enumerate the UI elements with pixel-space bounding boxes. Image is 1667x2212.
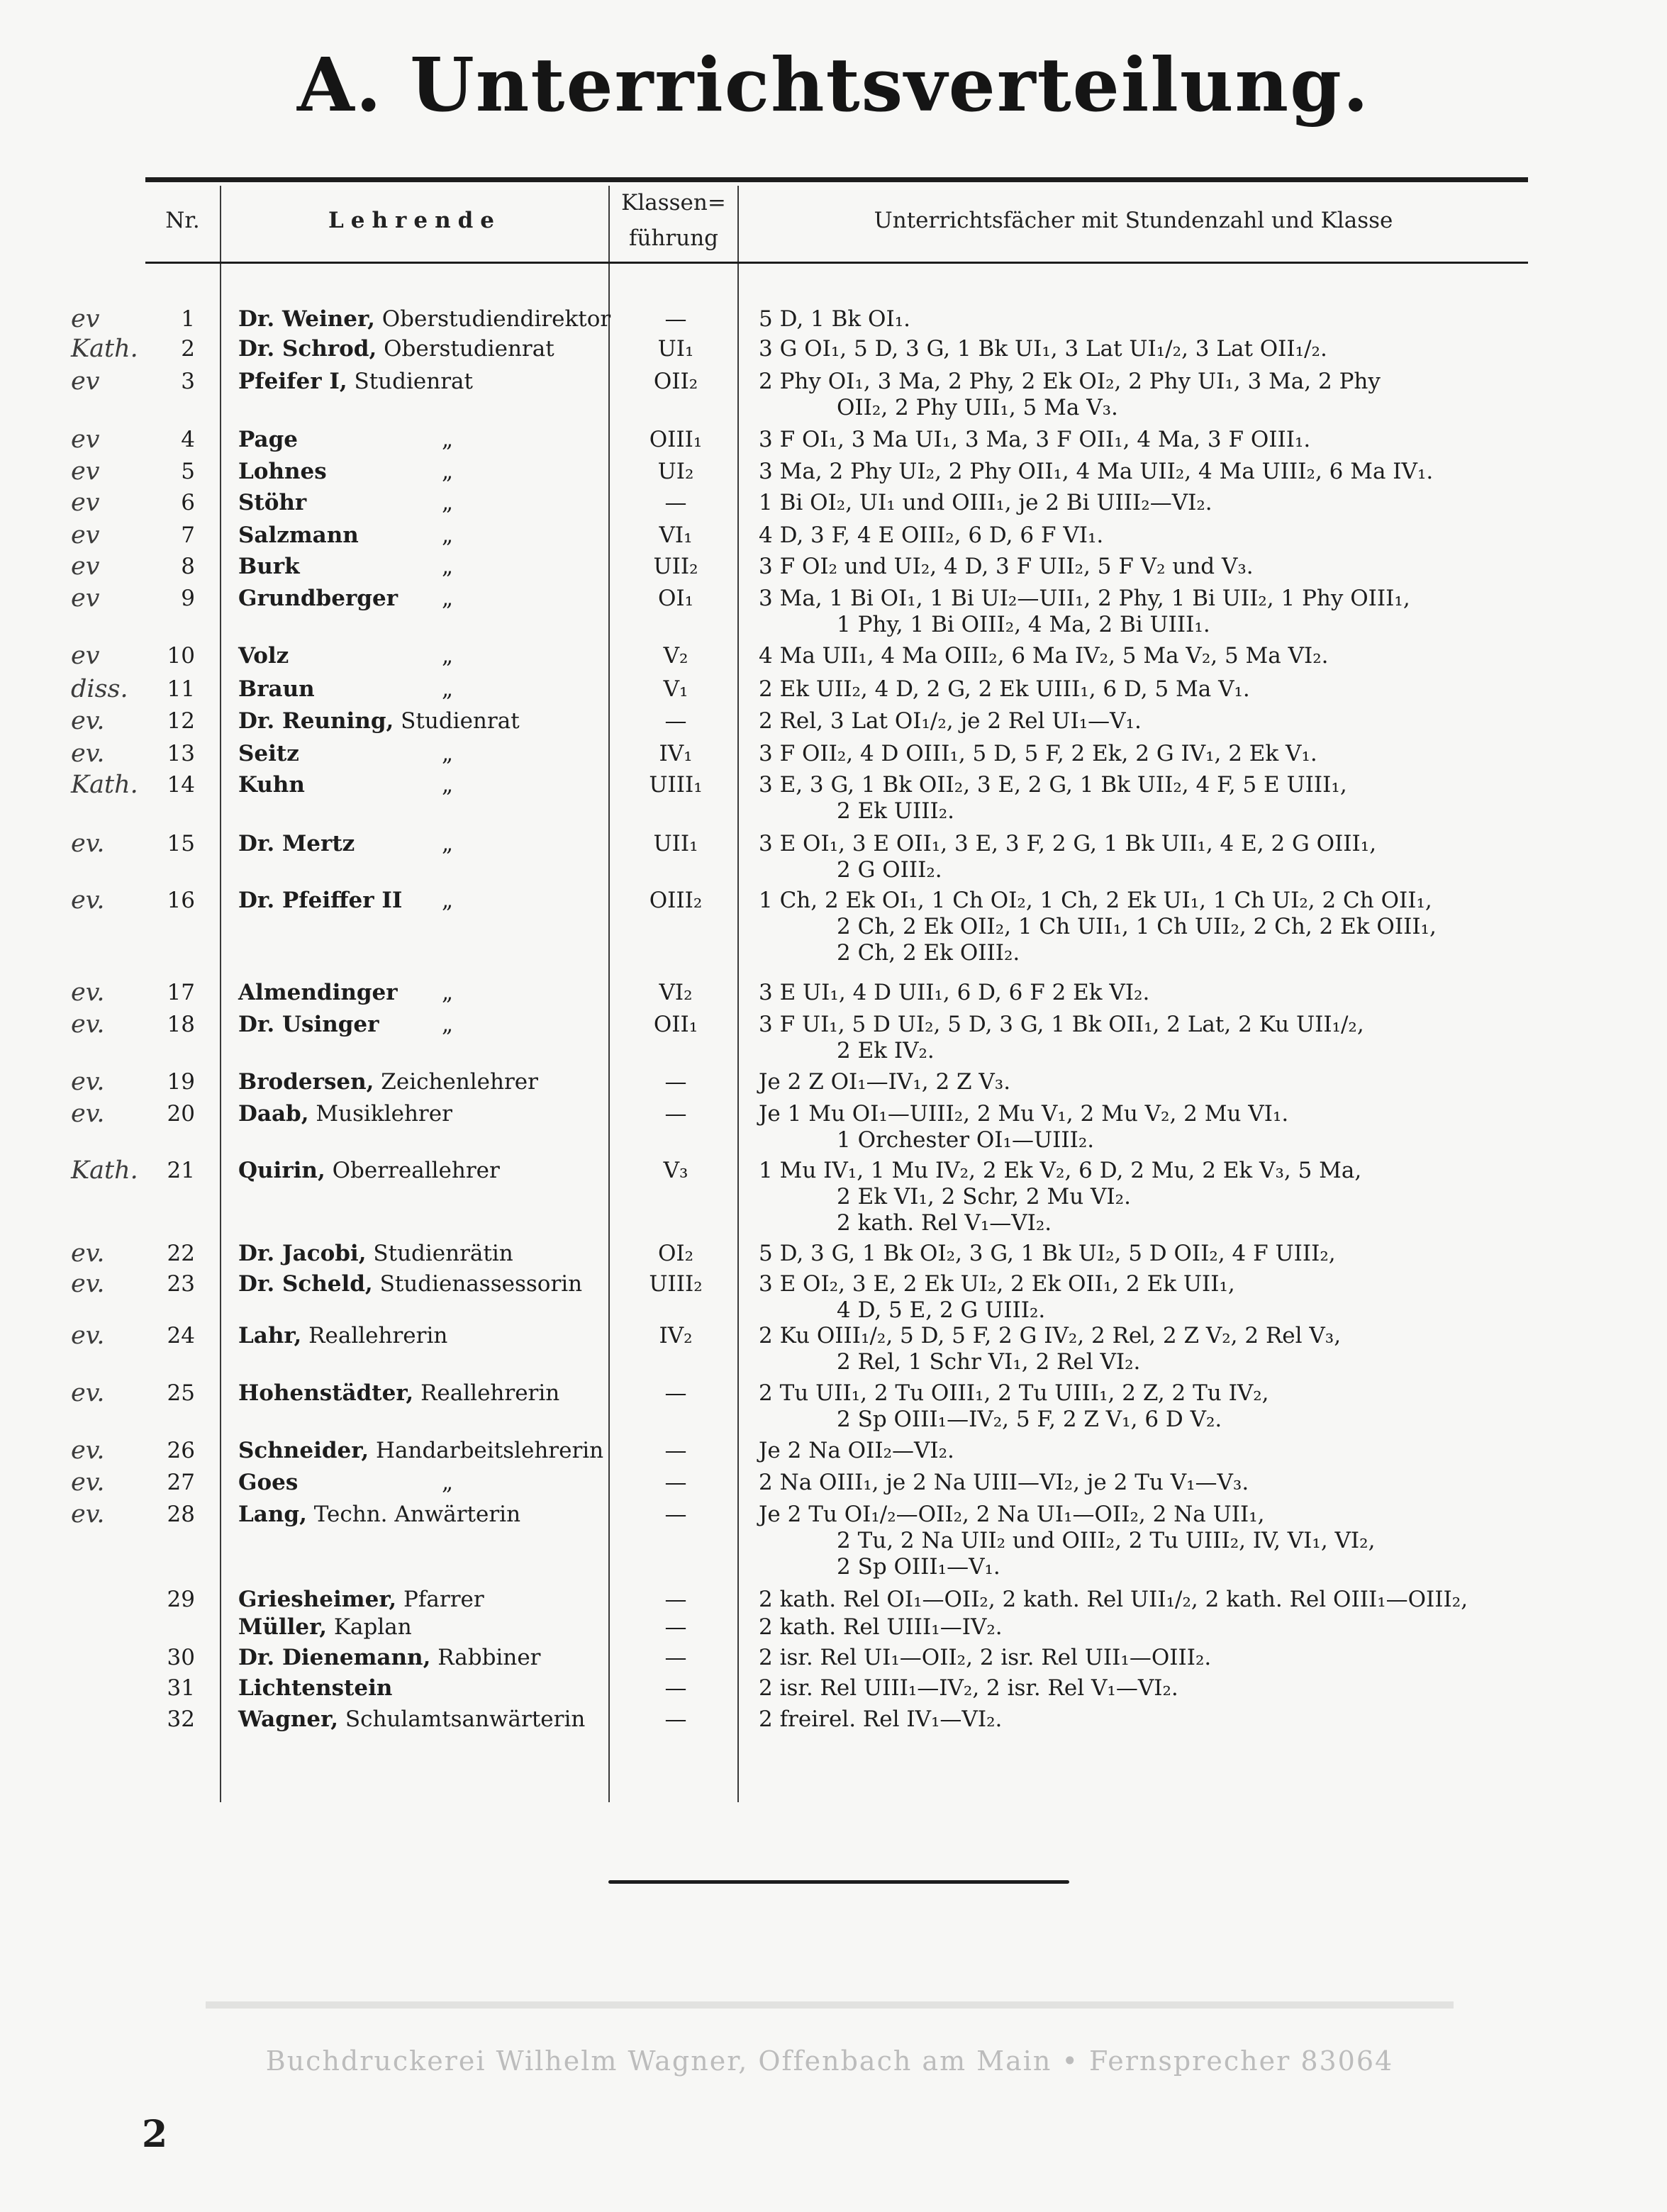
handwritten-note: ev. (71, 978, 105, 1007)
teacher-name: Wagner, (238, 1707, 339, 1732)
subjects-line: 5 D, 3 G, 1 Bk OI₂, 3 G, 1 Bk UI₂, 5 D OII₂, 4 F UIII₂, (759, 1241, 1336, 1266)
ditto-mark: „ (442, 523, 454, 548)
class-leadership: — (664, 1380, 687, 1406)
class-leadership: OII₂ (653, 369, 698, 394)
row-number: 24 (167, 1323, 195, 1348)
header-nr: Nr. (165, 208, 200, 233)
teacher-role: Studienrätin (366, 1241, 513, 1266)
handwritten-note: ev. (71, 1068, 105, 1096)
subjects-line: 2 Rel, 1 Schr VI₁, 2 Rel VI₂. (837, 1349, 1141, 1375)
class-leadership: UIII₁ (649, 772, 703, 798)
row-number: 3 (181, 369, 195, 394)
teacher-name: Brodersen, (238, 1069, 374, 1095)
subjects-cell (759, 1645, 1546, 1671)
subjects-line: 2 Sp OIII₁—V₁. (837, 1554, 1000, 1580)
teacher-name: Salzmann (238, 523, 359, 548)
subjects-line: 2 Ek VI₁, 2 Schr, 2 Mu VI₂. (837, 1184, 1131, 1210)
teacher-name: Dr. Scheld, (238, 1271, 373, 1297)
subjects-line: 1 Mu IV₁, 1 Mu IV₂, 2 Ek V₂, 6 D, 2 Mu, 2 Ek V₃, 5 Ma, (759, 1158, 1362, 1183)
subjects-cell (759, 1587, 1546, 1613)
subjects-line: 1 Orchester OI₁—UIII₂. (837, 1127, 1095, 1153)
subjects-cell (759, 772, 1546, 825)
teacher-name: Goes (238, 1470, 299, 1495)
row-number: 23 (167, 1271, 195, 1297)
teacher-name: Seitz (238, 741, 299, 766)
teacher-cell (238, 554, 596, 580)
teacher-role: Reallehrerin (301, 1323, 448, 1348)
row-number: 13 (167, 741, 195, 766)
teacher-role: Studienrat (347, 369, 473, 394)
subjects-line: 2 Sp OIII₁—IV₂, 5 F, 2 Z V₁, 6 D V₂. (837, 1407, 1222, 1432)
teacher-cell (238, 708, 596, 734)
subjects-line: Je 2 Na OII₂—VI₂. (759, 1438, 954, 1463)
ditto-mark: „ (442, 554, 454, 579)
subjects-line: 1 Phy, 1 Bi OIII₂, 4 Ma, 2 Bi UIII₁. (837, 612, 1210, 637)
handwritten-note: ev. (71, 1270, 105, 1298)
class-leadership: OIII₂ (649, 888, 703, 913)
handwritten-note: ev. (71, 739, 105, 768)
handwritten-note: ev (71, 305, 100, 333)
class-leadership: OIII₁ (649, 427, 703, 452)
teacher-role: Musiklehrer (308, 1101, 452, 1127)
class-leadership: V₂ (663, 643, 688, 669)
subjects-line: 2 kath. Rel UIII₁—IV₂. (759, 1614, 1003, 1640)
teacher-cell (238, 980, 596, 1006)
handwritten-note: ev (71, 521, 100, 549)
handwritten-note: ev (71, 425, 100, 454)
teacher-name: Dr. Weiner, (238, 306, 375, 332)
subjects-line: 2 freirel. Rel IV₁—VI₂. (759, 1707, 1003, 1732)
subjects-line: 4 D, 3 F, 4 E OIII₂, 6 D, 6 F VI₁. (759, 523, 1104, 548)
handwritten-note: ev (71, 642, 100, 670)
subjects-cell (759, 708, 1546, 734)
teacher-cell (238, 1271, 596, 1297)
teacher-name: Burk (238, 554, 300, 579)
teacher-cell (238, 772, 596, 798)
teacher-name: Daab, (238, 1101, 309, 1127)
teacher-name: Dr. Mertz (238, 831, 355, 856)
handwritten-note: ev. (71, 707, 105, 735)
ditto-mark: „ (442, 741, 454, 766)
teacher-cell (238, 831, 596, 857)
subjects-cell (759, 427, 1546, 453)
subjects-line: 3 Ma, 1 Bi OI₁, 1 Bi UI₂—UII₁, 2 Phy, 1 Bi UII₂, 1 Phy OIII₁, (759, 586, 1410, 611)
teacher-cell (238, 1587, 596, 1613)
subjects-cell (759, 586, 1546, 638)
handwritten-note: ev. (71, 830, 105, 858)
class-leadership: — (664, 1502, 687, 1527)
row-number: 19 (167, 1069, 195, 1095)
class-leadership: — (664, 1438, 687, 1463)
class-leadership: VI₂ (659, 980, 693, 1005)
row-number: 28 (167, 1502, 195, 1527)
subjects-cell (759, 459, 1546, 485)
handwritten-note: ev (71, 584, 100, 613)
row-number: 29 (167, 1587, 195, 1612)
teacher-name: Dr. Pfeiffer II (238, 888, 403, 913)
column-divider-klassen (737, 186, 739, 1802)
teacher-name: Stöhr (238, 490, 307, 515)
subjects-line: 2 Ek UIII₂. (837, 798, 954, 824)
teacher-role: Oberstudienrat (377, 336, 554, 362)
subjects-cell (759, 1614, 1546, 1641)
teacher-cell (238, 1158, 596, 1184)
handwritten-note: ev. (71, 1468, 105, 1497)
subjects-line: 3 Ma, 2 Phy UI₂, 2 Phy OII₁, 4 Ma UII₂, 4 Ma UIII₂, 6 Ma IV₁. (759, 459, 1434, 484)
class-leadership: V₃ (663, 1158, 688, 1183)
class-leadership: — (664, 1675, 687, 1701)
teacher-cell (238, 523, 596, 549)
row-number: 26 (167, 1438, 195, 1463)
subjects-cell (759, 741, 1546, 767)
handwritten-note: Kath. (71, 335, 138, 363)
subjects-cell (759, 1323, 1546, 1375)
teacher-name: Lohnes (238, 459, 327, 484)
teacher-role: Oberstudiendirektor (374, 306, 611, 332)
subjects-cell (759, 1158, 1546, 1236)
teacher-name: Griesheimer, (238, 1587, 397, 1612)
header-klassen-line1: Klassen= (621, 190, 726, 216)
row-number: 1 (181, 306, 195, 332)
ditto-mark: „ (442, 643, 454, 669)
teacher-role: Oberreallehrer (325, 1158, 500, 1183)
teacher-cell (238, 676, 596, 703)
class-leadership: V₁ (663, 676, 688, 702)
subjects-cell (759, 1675, 1546, 1702)
subjects-cell (759, 676, 1546, 703)
row-number: 10 (167, 643, 195, 669)
teacher-name: Dr. Schrod, (238, 336, 377, 362)
subjects-cell (759, 1380, 1546, 1433)
teacher-cell (238, 306, 611, 333)
class-leadership: UII₂ (653, 554, 698, 579)
subjects-line: 2 Ek UII₂, 4 D, 2 G, 2 Ek UIII₁, 6 D, 5 Ma V₁. (759, 676, 1250, 702)
teacher-cell (238, 1101, 596, 1127)
teacher-name: Quirin, (238, 1158, 325, 1183)
teacher-cell (238, 586, 596, 612)
row-number: 31 (167, 1675, 195, 1701)
subjects-line: 2 Ku OIII₁/₂, 5 D, 5 F, 2 G IV₂, 2 Rel, 2 Z V₂, 2 Rel V₃, (759, 1323, 1342, 1348)
subjects-line: 3 E OI₁, 3 E OII₁, 3 E, 3 F, 2 G, 1 Bk UII₁, 4 E, 2 G OIII₁, (759, 831, 1377, 856)
subjects-line: Je 2 Tu OI₁/₂—OII₂, 2 Na UI₁—OII₂, 2 Na UII₁, (759, 1502, 1265, 1527)
teacher-role: Schulamtsanwärterin (338, 1707, 586, 1732)
teacher-name: Braun (238, 676, 315, 702)
teacher-role: Studienrat (394, 708, 520, 734)
teacher-role: Zeichenlehrer (374, 1069, 538, 1095)
handwritten-note: ev (71, 552, 100, 581)
teacher-cell (238, 490, 596, 516)
subjects-line: 3 F OI₁, 3 Ma UI₁, 3 Ma, 3 F OII₁, 4 Ma, 3 F OIII₁. (759, 427, 1311, 452)
row-number: 4 (181, 427, 195, 452)
subjects-line: 2 isr. Rel UI₁—OII₂, 2 isr. Rel UII₁—OIII₂. (759, 1645, 1212, 1670)
class-leadership: — (664, 1614, 687, 1640)
handwritten-note: ev. (71, 886, 105, 915)
printer-line-band (206, 2001, 1454, 2009)
class-leadership: IV₂ (659, 1323, 693, 1348)
subjects-line: 1 Ch, 2 Ek OI₁, 1 Ch OI₂, 1 Ch, 2 Ek UI₁, 1 Ch UI₂, 2 Ch OII₁, (759, 888, 1432, 913)
subjects-line: 3 F OI₂ und UI₂, 4 D, 3 F UII₂, 5 F V₂ und V₃. (759, 554, 1254, 579)
subjects-line: 2 Rel, 3 Lat OI₁/₂, je 2 Rel UI₁—V₁. (759, 708, 1142, 734)
row-number: 21 (167, 1158, 195, 1183)
subjects-cell (759, 1101, 1546, 1154)
class-leadership: VI₁ (659, 523, 693, 548)
subjects-line: 4 D, 5 E, 2 G UIII₂. (837, 1297, 1046, 1323)
teacher-name: Grundberger (238, 586, 398, 611)
subjects-line: 3 G OI₁, 5 D, 3 G, 1 Bk UI₁, 3 Lat UI₁/₂, 3 Lat OII₁/₂. (759, 336, 1327, 362)
teacher-cell (238, 1614, 596, 1641)
subjects-cell (759, 1271, 1546, 1324)
teacher-cell (238, 1438, 604, 1464)
subjects-line: 2 isr. Rel UIII₁—IV₂, 2 isr. Rel V₁—VI₂. (759, 1675, 1178, 1701)
teacher-cell (238, 1502, 596, 1528)
class-leadership: — (664, 1587, 687, 1612)
handwritten-note: ev. (71, 1500, 105, 1529)
subjects-line: 2 Na OIII₁, je 2 Na UIII—VI₂, je 2 Tu V₁—V₃. (759, 1470, 1249, 1495)
page-title: A. Unterrichtsverteilung. (296, 41, 1370, 128)
subjects-cell (759, 1438, 1546, 1464)
printer-line: Buchdruckerei Wilhelm Wagner, Offenbach am Main • Fernsprecher 83064 (265, 2045, 1394, 2077)
table-header-rule (145, 262, 1528, 264)
teacher-name: Page (238, 427, 298, 452)
row-number: 15 (167, 831, 195, 856)
teacher-role: Techn. Anwärterin (306, 1502, 521, 1527)
handwritten-note: Kath. (71, 771, 138, 799)
subjects-line: 2 Ch, 2 Ek OII₂, 1 Ch UII₁, 1 Ch UII₂, 2 Ch, 2 Ek OIII₁, (837, 914, 1437, 939)
teacher-name: Volz (238, 643, 289, 669)
subjects-cell (759, 1012, 1546, 1064)
subjects-line: 2 Ch, 2 Ek OIII₂. (837, 940, 1020, 966)
ditto-mark: „ (442, 888, 454, 913)
ditto-mark: „ (442, 459, 454, 484)
ditto-mark: „ (442, 676, 454, 702)
teacher-cell (238, 336, 596, 362)
row-number: 22 (167, 1241, 195, 1266)
class-leadership: OII₁ (653, 1012, 698, 1037)
handwritten-note: ev. (71, 1239, 105, 1268)
handwritten-note: ev (71, 367, 100, 396)
subjects-line: 3 F OII₂, 4 D OIII₁, 5 D, 5 F, 2 Ek, 2 G IV₁, 2 Ek V₁. (759, 741, 1317, 766)
handwritten-note: ev. (71, 1379, 105, 1407)
teacher-name: Schneider, (238, 1438, 369, 1463)
class-leadership: OI₁ (657, 586, 694, 611)
teacher-name: Dr. Usinger (238, 1012, 379, 1037)
header-klassen-line2: führung (629, 225, 718, 251)
handwritten-note: Kath. (71, 1156, 138, 1185)
subjects-line: 2 Phy OI₁, 3 Ma, 2 Phy, 2 Ek OI₂, 2 Phy UI₁, 3 Ma, 2 Phy (759, 369, 1381, 394)
teacher-name: Lang, (238, 1502, 307, 1527)
row-number: 12 (167, 708, 195, 734)
subjects-cell (759, 523, 1546, 549)
teacher-name: Lichtenstein (238, 1675, 393, 1701)
row-number: 6 (181, 490, 195, 515)
row-number: 20 (167, 1101, 195, 1127)
class-leadership: — (664, 1101, 687, 1127)
handwritten-note: ev. (71, 1100, 105, 1128)
subjects-cell (759, 1707, 1546, 1733)
subjects-cell (759, 1241, 1546, 1267)
class-leadership: UII₁ (653, 831, 698, 856)
ditto-mark: „ (442, 490, 454, 515)
page-number: 2 (142, 2113, 168, 2156)
row-number: 18 (167, 1012, 195, 1037)
row-number: 30 (167, 1645, 195, 1670)
class-leadership: UIII₂ (649, 1271, 703, 1297)
teacher-cell (238, 1380, 596, 1407)
ditto-mark: „ (442, 1470, 454, 1495)
teacher-cell (238, 888, 596, 914)
subjects-line: 2 G OIII₂. (837, 857, 942, 883)
teacher-role: Kaplan (327, 1614, 412, 1640)
teacher-name: Pfeifer I, (238, 369, 347, 394)
subjects-line: 3 F UI₁, 5 D UI₂, 5 D, 3 G, 1 Bk OII₁, 2 Lat, 2 Ku UII₁/₂, (759, 1012, 1364, 1037)
teacher-name: Hohenstädter, (238, 1380, 414, 1406)
subjects-cell (759, 306, 1546, 333)
teacher-name: Lahr, (238, 1323, 302, 1348)
teacher-cell (238, 427, 596, 453)
handwritten-note: ev. (71, 1010, 105, 1039)
header-lehrende: Lehrende (328, 208, 502, 233)
subjects-cell (759, 490, 1546, 516)
subjects-line: 3 E UI₁, 4 D UII₁, 6 D, 6 F 2 Ek VI₂. (759, 980, 1150, 1005)
handwritten-note: ev. (71, 1322, 105, 1350)
ditto-mark: „ (442, 586, 454, 611)
subjects-cell (759, 336, 1546, 362)
subjects-cell (759, 1502, 1546, 1580)
teacher-name: Kuhn (238, 772, 305, 798)
header-faecher: Unterrichtsfächer mit Stundenzahl und Klasse (874, 208, 1393, 233)
ditto-mark: „ (442, 772, 454, 798)
row-number: 32 (167, 1707, 195, 1732)
teacher-name: Almendinger (238, 980, 398, 1005)
teacher-role: Pfarrer (396, 1587, 484, 1612)
subjects-cell (759, 980, 1546, 1006)
subjects-line: 3 E, 3 G, 1 Bk OII₂, 3 E, 2 G, 1 Bk UII₂, 4 F, 5 E UIII₁, (759, 772, 1347, 798)
teacher-cell (238, 643, 596, 669)
row-number: 5 (181, 459, 195, 484)
row-number: 9 (181, 586, 195, 611)
subjects-cell (759, 369, 1546, 421)
row-number: 14 (167, 772, 195, 798)
class-leadership: — (664, 1645, 687, 1670)
teacher-cell (238, 741, 596, 767)
row-number: 27 (167, 1470, 195, 1495)
subjects-cell (759, 554, 1546, 580)
teacher-cell (238, 1241, 596, 1267)
subjects-line: 2 Tu, 2 Na UII₂ und OIII₂, 2 Tu UIII₂, IV, VI₁, VI₂, (837, 1528, 1376, 1553)
subjects-line: 5 D, 1 Bk OI₁. (759, 306, 910, 332)
row-number: 11 (167, 676, 195, 702)
teacher-cell (238, 1323, 596, 1349)
class-leadership: UI₂ (657, 459, 694, 484)
subjects-line: 2 kath. Rel OI₁—OII₂, 2 kath. Rel UII₁/₂, 2 kath. Rel OIII₁—OIII₂, (759, 1587, 1468, 1612)
subjects-line: OII₂, 2 Phy UII₁, 5 Ma V₃. (837, 395, 1118, 420)
class-leadership: — (664, 1707, 687, 1732)
teacher-cell (238, 1069, 596, 1095)
teacher-cell (238, 1470, 596, 1496)
teacher-cell (238, 459, 596, 485)
class-leadership: — (664, 1069, 687, 1095)
ditto-mark: „ (442, 427, 454, 452)
teacher-cell (238, 1012, 596, 1038)
class-leadership: — (664, 306, 687, 332)
subjects-cell (759, 1069, 1546, 1095)
class-leadership: OI₂ (657, 1241, 694, 1266)
ditto-mark: „ (442, 980, 454, 1005)
row-number: 2 (181, 336, 195, 362)
row-number: 17 (167, 980, 195, 1005)
subjects-cell (759, 831, 1546, 883)
row-number: 8 (181, 554, 195, 579)
class-leadership: UI₁ (657, 336, 694, 362)
subjects-cell (759, 888, 1546, 966)
teacher-name: Dr. Jacobi, (238, 1241, 367, 1266)
teacher-role: Handarbeitslehrerin (369, 1438, 604, 1463)
class-leadership: — (664, 708, 687, 734)
subjects-line: 1 Bi OI₂, UI₁ und OIII₁, je 2 Bi UIII₂—VI₂. (759, 490, 1212, 515)
row-number: 16 (167, 888, 195, 913)
ditto-mark: „ (442, 1012, 454, 1037)
subjects-line: 2 Tu UII₁, 2 Tu OIII₁, 2 Tu UIII₁, 2 Z, 2 Tu IV₂, (759, 1380, 1269, 1406)
class-leadership: — (664, 1470, 687, 1495)
row-number: 7 (181, 523, 195, 548)
teacher-cell (238, 1707, 596, 1733)
row-number: 25 (167, 1380, 195, 1406)
subjects-cell (759, 1470, 1546, 1496)
column-divider-nr (220, 186, 221, 1802)
handwritten-note: ev (71, 457, 100, 486)
teacher-name: Dr. Dienemann, (238, 1645, 431, 1670)
teacher-name: Müller, (238, 1614, 327, 1640)
teacher-cell (238, 1675, 596, 1702)
subjects-line: 2 Ek IV₂. (837, 1038, 935, 1063)
table-top-rule (145, 177, 1528, 182)
subjects-cell (759, 643, 1546, 669)
subjects-line: Je 2 Z OI₁—IV₁, 2 Z V₃. (759, 1069, 1011, 1095)
class-leadership: IV₁ (659, 741, 693, 766)
teacher-role: Reallehrerin (413, 1380, 560, 1406)
handwritten-note: ev (71, 488, 100, 517)
bottom-ornament-rule (608, 1880, 1069, 1884)
handwritten-note: diss. (71, 675, 128, 703)
subjects-line: 4 Ma UII₁, 4 Ma OIII₂, 6 Ma IV₂, 5 Ma V₂, 5 Ma VI₂. (759, 643, 1329, 669)
class-leadership: — (664, 490, 687, 515)
teacher-role: Studienassessorin (372, 1271, 583, 1297)
ditto-mark: „ (442, 831, 454, 856)
handwritten-note: ev. (71, 1436, 105, 1465)
teacher-name: Dr. Reuning, (238, 708, 394, 734)
teacher-cell (238, 1645, 596, 1671)
subjects-line: Je 1 Mu OI₁—UIII₂, 2 Mu V₁, 2 Mu V₂, 2 Mu VI₁. (759, 1101, 1289, 1127)
subjects-line: 2 kath. Rel V₁—VI₂. (837, 1210, 1052, 1236)
column-divider-lehrende (608, 186, 610, 1802)
teacher-role: Rabbiner (430, 1645, 541, 1670)
subjects-line: 3 E OI₂, 3 E, 2 Ek UI₂, 2 Ek OII₁, 2 Ek UII₁, (759, 1271, 1235, 1297)
teacher-cell (238, 369, 596, 395)
